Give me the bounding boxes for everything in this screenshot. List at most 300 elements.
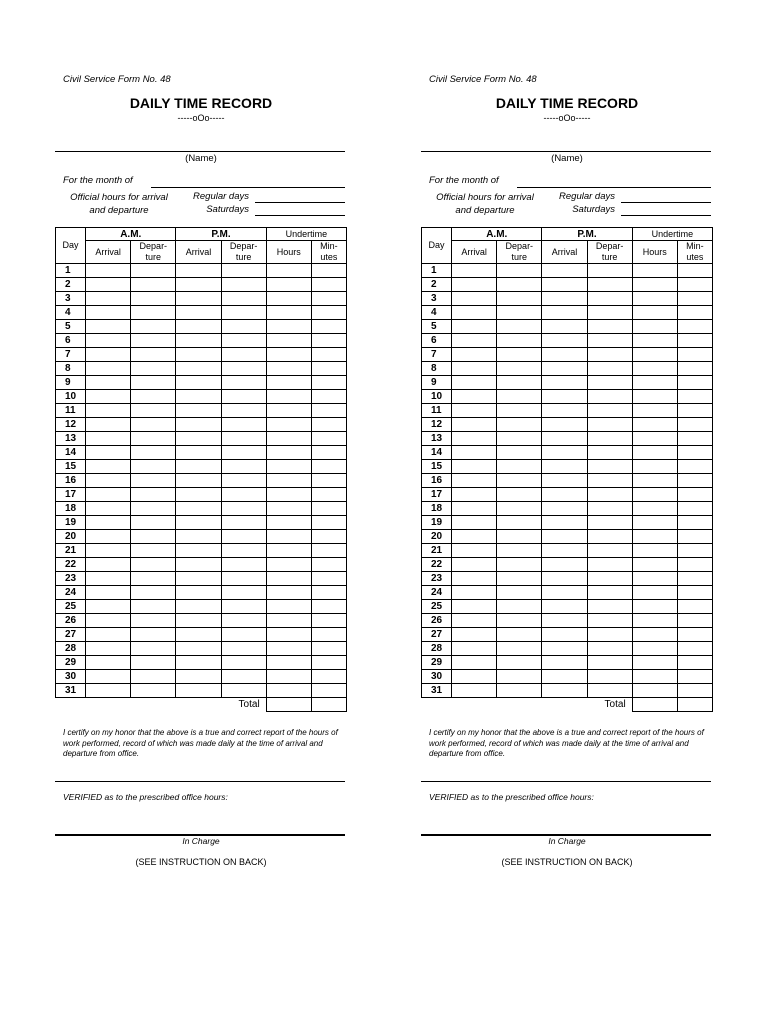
undertime-minutes-cell[interactable] bbox=[677, 684, 712, 698]
am-departure-cell[interactable] bbox=[131, 530, 176, 544]
am-departure-cell[interactable] bbox=[497, 530, 542, 544]
am-arrival-cell[interactable] bbox=[452, 320, 497, 334]
pm-arrival-cell[interactable] bbox=[542, 404, 587, 418]
regular-days-field[interactable] bbox=[621, 202, 711, 203]
am-departure-cell[interactable] bbox=[497, 614, 542, 628]
pm-departure-cell[interactable] bbox=[587, 404, 632, 418]
am-departure-cell[interactable] bbox=[131, 656, 176, 670]
pm-departure-cell[interactable] bbox=[587, 614, 632, 628]
undertime-hours-cell[interactable] bbox=[266, 362, 311, 376]
undertime-hours-cell[interactable] bbox=[632, 264, 677, 278]
am-departure-cell[interactable] bbox=[497, 516, 542, 530]
am-departure-cell[interactable] bbox=[497, 446, 542, 460]
undertime-minutes-cell[interactable] bbox=[311, 320, 346, 334]
pm-departure-cell[interactable] bbox=[587, 348, 632, 362]
am-arrival-cell[interactable] bbox=[452, 376, 497, 390]
pm-arrival-cell[interactable] bbox=[176, 292, 221, 306]
pm-arrival-cell[interactable] bbox=[176, 488, 221, 502]
am-arrival-cell[interactable] bbox=[452, 502, 497, 516]
pm-arrival-cell[interactable] bbox=[176, 684, 221, 698]
am-departure-cell[interactable] bbox=[497, 586, 542, 600]
am-arrival-cell[interactable] bbox=[452, 572, 497, 586]
pm-departure-cell[interactable] bbox=[587, 642, 632, 656]
pm-arrival-cell[interactable] bbox=[542, 278, 587, 292]
name-field[interactable] bbox=[55, 151, 345, 152]
pm-arrival-cell[interactable] bbox=[176, 530, 221, 544]
am-arrival-cell[interactable] bbox=[452, 558, 497, 572]
undertime-hours-cell[interactable] bbox=[266, 264, 311, 278]
undertime-minutes-cell[interactable] bbox=[677, 334, 712, 348]
undertime-minutes-cell[interactable] bbox=[677, 460, 712, 474]
am-arrival-cell[interactable] bbox=[452, 488, 497, 502]
total-minutes-cell[interactable] bbox=[677, 698, 712, 712]
am-arrival-cell[interactable] bbox=[452, 390, 497, 404]
am-departure-cell[interactable] bbox=[131, 306, 176, 320]
am-departure-cell[interactable] bbox=[497, 628, 542, 642]
undertime-minutes-cell[interactable] bbox=[677, 418, 712, 432]
am-arrival-cell[interactable] bbox=[452, 306, 497, 320]
am-arrival-cell[interactable] bbox=[86, 460, 131, 474]
am-departure-cell[interactable] bbox=[131, 432, 176, 446]
pm-arrival-cell[interactable] bbox=[542, 418, 587, 432]
pm-arrival-cell[interactable] bbox=[542, 376, 587, 390]
undertime-minutes-cell[interactable] bbox=[311, 446, 346, 460]
am-departure-cell[interactable] bbox=[497, 474, 542, 488]
undertime-hours-cell[interactable] bbox=[632, 544, 677, 558]
pm-arrival-cell[interactable] bbox=[542, 502, 587, 516]
am-departure-cell[interactable] bbox=[131, 460, 176, 474]
undertime-minutes-cell[interactable] bbox=[677, 404, 712, 418]
undertime-hours-cell[interactable] bbox=[266, 320, 311, 334]
pm-arrival-cell[interactable] bbox=[176, 460, 221, 474]
am-departure-cell[interactable] bbox=[131, 572, 176, 586]
month-field[interactable] bbox=[517, 187, 711, 188]
am-arrival-cell[interactable] bbox=[452, 474, 497, 488]
pm-departure-cell[interactable] bbox=[587, 544, 632, 558]
undertime-minutes-cell[interactable] bbox=[311, 432, 346, 446]
undertime-hours-cell[interactable] bbox=[266, 572, 311, 586]
undertime-minutes-cell[interactable] bbox=[677, 656, 712, 670]
signature-field[interactable] bbox=[421, 781, 711, 782]
undertime-minutes-cell[interactable] bbox=[311, 628, 346, 642]
am-departure-cell[interactable] bbox=[497, 306, 542, 320]
undertime-hours-cell[interactable] bbox=[266, 530, 311, 544]
pm-departure-cell[interactable] bbox=[587, 600, 632, 614]
am-departure-cell[interactable] bbox=[497, 264, 542, 278]
undertime-minutes-cell[interactable] bbox=[311, 306, 346, 320]
undertime-hours-cell[interactable] bbox=[632, 460, 677, 474]
pm-arrival-cell[interactable] bbox=[542, 642, 587, 656]
undertime-minutes-cell[interactable] bbox=[311, 558, 346, 572]
pm-departure-cell[interactable] bbox=[221, 418, 266, 432]
undertime-minutes-cell[interactable] bbox=[677, 376, 712, 390]
pm-departure-cell[interactable] bbox=[221, 516, 266, 530]
am-departure-cell[interactable] bbox=[131, 558, 176, 572]
undertime-minutes-cell[interactable] bbox=[677, 530, 712, 544]
pm-arrival-cell[interactable] bbox=[176, 418, 221, 432]
pm-departure-cell[interactable] bbox=[587, 628, 632, 642]
am-arrival-cell[interactable] bbox=[86, 390, 131, 404]
pm-departure-cell[interactable] bbox=[221, 404, 266, 418]
am-departure-cell[interactable] bbox=[131, 488, 176, 502]
undertime-hours-cell[interactable] bbox=[632, 684, 677, 698]
undertime-hours-cell[interactable] bbox=[266, 390, 311, 404]
am-arrival-cell[interactable] bbox=[452, 432, 497, 446]
pm-arrival-cell[interactable] bbox=[176, 656, 221, 670]
am-arrival-cell[interactable] bbox=[86, 404, 131, 418]
pm-arrival-cell[interactable] bbox=[176, 502, 221, 516]
pm-arrival-cell[interactable] bbox=[542, 446, 587, 460]
am-departure-cell[interactable] bbox=[497, 572, 542, 586]
undertime-minutes-cell[interactable] bbox=[311, 600, 346, 614]
total-hours-cell[interactable] bbox=[266, 698, 311, 712]
am-departure-cell[interactable] bbox=[497, 278, 542, 292]
pm-departure-cell[interactable] bbox=[221, 334, 266, 348]
undertime-hours-cell[interactable] bbox=[632, 432, 677, 446]
am-departure-cell[interactable] bbox=[497, 656, 542, 670]
undertime-minutes-cell[interactable] bbox=[311, 362, 346, 376]
pm-departure-cell[interactable] bbox=[587, 530, 632, 544]
am-departure-cell[interactable] bbox=[497, 376, 542, 390]
am-departure-cell[interactable] bbox=[497, 348, 542, 362]
am-arrival-cell[interactable] bbox=[452, 362, 497, 376]
am-arrival-cell[interactable] bbox=[86, 684, 131, 698]
saturdays-field[interactable] bbox=[621, 215, 711, 216]
am-arrival-cell[interactable] bbox=[86, 278, 131, 292]
am-arrival-cell[interactable] bbox=[86, 264, 131, 278]
undertime-hours-cell[interactable] bbox=[266, 460, 311, 474]
pm-arrival-cell[interactable] bbox=[176, 390, 221, 404]
pm-departure-cell[interactable] bbox=[587, 572, 632, 586]
total-hours-cell[interactable] bbox=[632, 698, 677, 712]
undertime-hours-cell[interactable] bbox=[266, 544, 311, 558]
am-arrival-cell[interactable] bbox=[86, 446, 131, 460]
pm-arrival-cell[interactable] bbox=[542, 488, 587, 502]
am-arrival-cell[interactable] bbox=[86, 600, 131, 614]
pm-arrival-cell[interactable] bbox=[542, 586, 587, 600]
saturdays-field[interactable] bbox=[255, 215, 345, 216]
am-arrival-cell[interactable] bbox=[86, 558, 131, 572]
pm-departure-cell[interactable] bbox=[221, 586, 266, 600]
undertime-hours-cell[interactable] bbox=[632, 628, 677, 642]
undertime-minutes-cell[interactable] bbox=[311, 474, 346, 488]
pm-arrival-cell[interactable] bbox=[176, 306, 221, 320]
am-arrival-cell[interactable] bbox=[86, 376, 131, 390]
pm-departure-cell[interactable] bbox=[587, 488, 632, 502]
am-arrival-cell[interactable] bbox=[86, 334, 131, 348]
pm-departure-cell[interactable] bbox=[221, 642, 266, 656]
undertime-minutes-cell[interactable] bbox=[677, 362, 712, 376]
undertime-minutes-cell[interactable] bbox=[677, 614, 712, 628]
am-departure-cell[interactable] bbox=[497, 292, 542, 306]
pm-arrival-cell[interactable] bbox=[542, 600, 587, 614]
pm-arrival-cell[interactable] bbox=[542, 558, 587, 572]
am-arrival-cell[interactable] bbox=[452, 656, 497, 670]
pm-arrival-cell[interactable] bbox=[176, 572, 221, 586]
undertime-minutes-cell[interactable] bbox=[311, 278, 346, 292]
am-departure-cell[interactable] bbox=[131, 544, 176, 558]
am-arrival-cell[interactable] bbox=[452, 684, 497, 698]
pm-departure-cell[interactable] bbox=[221, 306, 266, 320]
am-arrival-cell[interactable] bbox=[86, 586, 131, 600]
total-minutes-cell[interactable] bbox=[311, 698, 346, 712]
undertime-minutes-cell[interactable] bbox=[311, 530, 346, 544]
am-arrival-cell[interactable] bbox=[86, 572, 131, 586]
pm-departure-cell[interactable] bbox=[221, 264, 266, 278]
am-arrival-cell[interactable] bbox=[452, 628, 497, 642]
am-arrival-cell[interactable] bbox=[86, 614, 131, 628]
am-departure-cell[interactable] bbox=[131, 334, 176, 348]
undertime-hours-cell[interactable] bbox=[266, 614, 311, 628]
regular-days-field[interactable] bbox=[255, 202, 345, 203]
pm-departure-cell[interactable] bbox=[587, 376, 632, 390]
undertime-hours-cell[interactable] bbox=[632, 446, 677, 460]
undertime-minutes-cell[interactable] bbox=[311, 292, 346, 306]
am-departure-cell[interactable] bbox=[131, 474, 176, 488]
am-departure-cell[interactable] bbox=[131, 670, 176, 684]
undertime-minutes-cell[interactable] bbox=[311, 656, 346, 670]
undertime-hours-cell[interactable] bbox=[266, 292, 311, 306]
undertime-minutes-cell[interactable] bbox=[677, 586, 712, 600]
undertime-minutes-cell[interactable] bbox=[311, 348, 346, 362]
am-arrival-cell[interactable] bbox=[452, 516, 497, 530]
undertime-hours-cell[interactable] bbox=[632, 600, 677, 614]
undertime-minutes-cell[interactable] bbox=[311, 614, 346, 628]
undertime-hours-cell[interactable] bbox=[632, 656, 677, 670]
am-arrival-cell[interactable] bbox=[86, 362, 131, 376]
undertime-minutes-cell[interactable] bbox=[677, 432, 712, 446]
undertime-minutes-cell[interactable] bbox=[677, 670, 712, 684]
undertime-hours-cell[interactable] bbox=[266, 306, 311, 320]
pm-arrival-cell[interactable] bbox=[176, 516, 221, 530]
pm-arrival-cell[interactable] bbox=[542, 572, 587, 586]
undertime-hours-cell[interactable] bbox=[632, 404, 677, 418]
am-departure-cell[interactable] bbox=[131, 418, 176, 432]
am-arrival-cell[interactable] bbox=[86, 516, 131, 530]
pm-arrival-cell[interactable] bbox=[542, 628, 587, 642]
undertime-minutes-cell[interactable] bbox=[677, 600, 712, 614]
undertime-hours-cell[interactable] bbox=[266, 334, 311, 348]
name-field[interactable] bbox=[421, 151, 711, 152]
pm-arrival-cell[interactable] bbox=[176, 432, 221, 446]
am-arrival-cell[interactable] bbox=[452, 460, 497, 474]
undertime-minutes-cell[interactable] bbox=[677, 572, 712, 586]
undertime-hours-cell[interactable] bbox=[266, 348, 311, 362]
am-departure-cell[interactable] bbox=[497, 418, 542, 432]
am-arrival-cell[interactable] bbox=[452, 614, 497, 628]
am-arrival-cell[interactable] bbox=[86, 502, 131, 516]
pm-arrival-cell[interactable] bbox=[176, 362, 221, 376]
pm-departure-cell[interactable] bbox=[221, 614, 266, 628]
undertime-hours-cell[interactable] bbox=[632, 586, 677, 600]
undertime-hours-cell[interactable] bbox=[632, 572, 677, 586]
pm-arrival-cell[interactable] bbox=[176, 614, 221, 628]
pm-arrival-cell[interactable] bbox=[542, 292, 587, 306]
pm-arrival-cell[interactable] bbox=[542, 614, 587, 628]
month-field[interactable] bbox=[151, 187, 345, 188]
undertime-hours-cell[interactable] bbox=[632, 348, 677, 362]
am-departure-cell[interactable] bbox=[131, 362, 176, 376]
pm-departure-cell[interactable] bbox=[221, 474, 266, 488]
undertime-minutes-cell[interactable] bbox=[677, 474, 712, 488]
am-arrival-cell[interactable] bbox=[452, 544, 497, 558]
pm-departure-cell[interactable] bbox=[221, 670, 266, 684]
am-arrival-cell[interactable] bbox=[86, 530, 131, 544]
undertime-minutes-cell[interactable] bbox=[311, 488, 346, 502]
undertime-hours-cell[interactable] bbox=[632, 474, 677, 488]
pm-arrival-cell[interactable] bbox=[542, 474, 587, 488]
undertime-hours-cell[interactable] bbox=[266, 600, 311, 614]
pm-arrival-cell[interactable] bbox=[176, 446, 221, 460]
pm-departure-cell[interactable] bbox=[587, 558, 632, 572]
pm-arrival-cell[interactable] bbox=[542, 530, 587, 544]
pm-departure-cell[interactable] bbox=[221, 432, 266, 446]
pm-departure-cell[interactable] bbox=[221, 544, 266, 558]
undertime-minutes-cell[interactable] bbox=[677, 446, 712, 460]
am-departure-cell[interactable] bbox=[497, 600, 542, 614]
pm-arrival-cell[interactable] bbox=[542, 264, 587, 278]
pm-departure-cell[interactable] bbox=[221, 684, 266, 698]
pm-departure-cell[interactable] bbox=[587, 320, 632, 334]
undertime-hours-cell[interactable] bbox=[266, 516, 311, 530]
am-departure-cell[interactable] bbox=[497, 642, 542, 656]
am-arrival-cell[interactable] bbox=[86, 642, 131, 656]
undertime-minutes-cell[interactable] bbox=[677, 306, 712, 320]
undertime-hours-cell[interactable] bbox=[632, 320, 677, 334]
pm-arrival-cell[interactable] bbox=[176, 558, 221, 572]
undertime-hours-cell[interactable] bbox=[266, 670, 311, 684]
am-arrival-cell[interactable] bbox=[452, 642, 497, 656]
pm-departure-cell[interactable] bbox=[221, 320, 266, 334]
pm-departure-cell[interactable] bbox=[221, 460, 266, 474]
undertime-minutes-cell[interactable] bbox=[311, 418, 346, 432]
pm-departure-cell[interactable] bbox=[221, 292, 266, 306]
pm-departure-cell[interactable] bbox=[221, 572, 266, 586]
undertime-minutes-cell[interactable] bbox=[311, 670, 346, 684]
am-arrival-cell[interactable] bbox=[452, 670, 497, 684]
pm-departure-cell[interactable] bbox=[221, 488, 266, 502]
am-departure-cell[interactable] bbox=[131, 600, 176, 614]
pm-arrival-cell[interactable] bbox=[542, 390, 587, 404]
undertime-minutes-cell[interactable] bbox=[677, 558, 712, 572]
pm-arrival-cell[interactable] bbox=[176, 642, 221, 656]
undertime-minutes-cell[interactable] bbox=[677, 544, 712, 558]
am-departure-cell[interactable] bbox=[131, 278, 176, 292]
undertime-minutes-cell[interactable] bbox=[311, 516, 346, 530]
pm-arrival-cell[interactable] bbox=[542, 320, 587, 334]
undertime-minutes-cell[interactable] bbox=[677, 628, 712, 642]
pm-arrival-cell[interactable] bbox=[542, 334, 587, 348]
am-departure-cell[interactable] bbox=[497, 670, 542, 684]
am-arrival-cell[interactable] bbox=[452, 264, 497, 278]
pm-arrival-cell[interactable] bbox=[542, 432, 587, 446]
pm-arrival-cell[interactable] bbox=[176, 376, 221, 390]
pm-departure-cell[interactable] bbox=[587, 334, 632, 348]
undertime-hours-cell[interactable] bbox=[632, 642, 677, 656]
am-departure-cell[interactable] bbox=[131, 586, 176, 600]
am-arrival-cell[interactable] bbox=[452, 418, 497, 432]
pm-departure-cell[interactable] bbox=[221, 390, 266, 404]
undertime-minutes-cell[interactable] bbox=[677, 348, 712, 362]
pm-arrival-cell[interactable] bbox=[542, 348, 587, 362]
undertime-minutes-cell[interactable] bbox=[311, 572, 346, 586]
pm-departure-cell[interactable] bbox=[221, 628, 266, 642]
pm-departure-cell[interactable] bbox=[221, 446, 266, 460]
undertime-hours-cell[interactable] bbox=[632, 362, 677, 376]
undertime-hours-cell[interactable] bbox=[632, 502, 677, 516]
am-arrival-cell[interactable] bbox=[86, 348, 131, 362]
pm-arrival-cell[interactable] bbox=[176, 586, 221, 600]
am-departure-cell[interactable] bbox=[131, 684, 176, 698]
undertime-hours-cell[interactable] bbox=[632, 334, 677, 348]
am-arrival-cell[interactable] bbox=[86, 432, 131, 446]
am-arrival-cell[interactable] bbox=[452, 348, 497, 362]
pm-departure-cell[interactable] bbox=[221, 558, 266, 572]
undertime-minutes-cell[interactable] bbox=[677, 292, 712, 306]
pm-departure-cell[interactable] bbox=[587, 460, 632, 474]
pm-departure-cell[interactable] bbox=[587, 670, 632, 684]
undertime-hours-cell[interactable] bbox=[266, 656, 311, 670]
pm-departure-cell[interactable] bbox=[221, 348, 266, 362]
undertime-hours-cell[interactable] bbox=[632, 670, 677, 684]
undertime-minutes-cell[interactable] bbox=[311, 544, 346, 558]
undertime-hours-cell[interactable] bbox=[266, 684, 311, 698]
undertime-minutes-cell[interactable] bbox=[677, 264, 712, 278]
am-departure-cell[interactable] bbox=[497, 390, 542, 404]
am-departure-cell[interactable] bbox=[497, 404, 542, 418]
undertime-minutes-cell[interactable] bbox=[311, 334, 346, 348]
am-departure-cell[interactable] bbox=[131, 516, 176, 530]
pm-departure-cell[interactable] bbox=[221, 376, 266, 390]
pm-departure-cell[interactable] bbox=[587, 264, 632, 278]
am-departure-cell[interactable] bbox=[131, 614, 176, 628]
pm-arrival-cell[interactable] bbox=[542, 670, 587, 684]
am-departure-cell[interactable] bbox=[497, 460, 542, 474]
am-arrival-cell[interactable] bbox=[452, 530, 497, 544]
undertime-hours-cell[interactable] bbox=[632, 418, 677, 432]
pm-arrival-cell[interactable] bbox=[176, 348, 221, 362]
undertime-minutes-cell[interactable] bbox=[677, 278, 712, 292]
pm-arrival-cell[interactable] bbox=[176, 544, 221, 558]
undertime-minutes-cell[interactable] bbox=[677, 390, 712, 404]
undertime-hours-cell[interactable] bbox=[266, 432, 311, 446]
pm-arrival-cell[interactable] bbox=[542, 306, 587, 320]
undertime-minutes-cell[interactable] bbox=[311, 264, 346, 278]
pm-arrival-cell[interactable] bbox=[176, 264, 221, 278]
undertime-hours-cell[interactable] bbox=[632, 530, 677, 544]
am-arrival-cell[interactable] bbox=[86, 488, 131, 502]
am-arrival-cell[interactable] bbox=[86, 544, 131, 558]
pm-arrival-cell[interactable] bbox=[176, 600, 221, 614]
am-departure-cell[interactable] bbox=[131, 502, 176, 516]
undertime-hours-cell[interactable] bbox=[632, 376, 677, 390]
undertime-hours-cell[interactable] bbox=[266, 502, 311, 516]
pm-departure-cell[interactable] bbox=[587, 306, 632, 320]
pm-departure-cell[interactable] bbox=[587, 432, 632, 446]
am-departure-cell[interactable] bbox=[131, 404, 176, 418]
am-arrival-cell[interactable] bbox=[86, 418, 131, 432]
signature-field[interactable] bbox=[55, 781, 345, 782]
undertime-hours-cell[interactable] bbox=[266, 586, 311, 600]
pm-arrival-cell[interactable] bbox=[176, 404, 221, 418]
pm-arrival-cell[interactable] bbox=[542, 460, 587, 474]
undertime-minutes-cell[interactable] bbox=[311, 684, 346, 698]
am-departure-cell[interactable] bbox=[497, 432, 542, 446]
undertime-minutes-cell[interactable] bbox=[311, 460, 346, 474]
pm-departure-cell[interactable] bbox=[587, 278, 632, 292]
undertime-minutes-cell[interactable] bbox=[677, 320, 712, 334]
pm-departure-cell[interactable] bbox=[587, 292, 632, 306]
